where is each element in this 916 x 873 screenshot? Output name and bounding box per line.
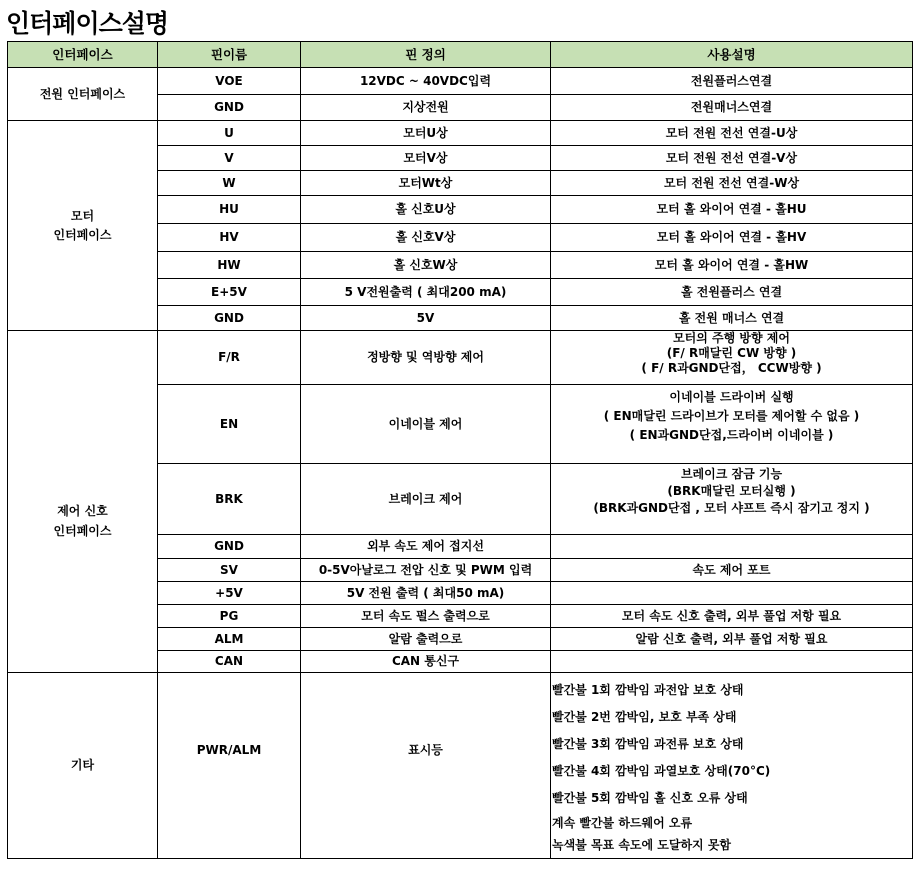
- list-item: 계속 빨간불 하드웨어 오류: [552, 816, 693, 830]
- group-motor-line1: 모터: [70, 208, 95, 223]
- pin-usage: [551, 464, 913, 535]
- pin-definition: 브레이크 제어: [301, 464, 551, 535]
- pin-name: EN: [158, 385, 301, 464]
- group-other: 기타: [8, 673, 158, 859]
- pin-definition: 5 V전원출력 ( 최대200 mA): [301, 279, 551, 306]
- pin-name: W: [158, 171, 301, 196]
- pin-usage: 모터 속도 신호 출력, 외부 풀업 저항 필요: [551, 605, 913, 628]
- table-row: [8, 331, 913, 385]
- list-item: 빨간불 1회 깜박임 과전압 보호 상태: [552, 683, 744, 697]
- pin-definition: 12VDC ~ 40VDC입력: [301, 68, 551, 95]
- pin-name: PWR/ALM: [158, 673, 301, 859]
- pin-usage: 모터 전원 전선 연결-V상: [551, 146, 913, 171]
- pin-usage: [551, 385, 913, 464]
- list-item: 빨간불 2번 깜박임, 보호 부족 상태: [552, 710, 737, 724]
- pin-usage: [551, 331, 913, 385]
- pin-usage: 홀 전원플러스 연결: [551, 279, 913, 306]
- interface-table: [7, 41, 913, 859]
- pin-definition: 0-5V아날로그 전압 신호 및 PWM 입력: [301, 559, 551, 582]
- pin-name: GND: [158, 95, 301, 121]
- group-power: 전원 인터페이스: [8, 68, 158, 121]
- usage-line: ( EN과GND단접,드라이버 이네이블 ): [629, 428, 834, 442]
- pin-usage: 알람 신호 출력, 외부 풀업 저항 필요: [551, 628, 913, 651]
- header-row: [8, 42, 913, 68]
- group-motor: [8, 121, 158, 331]
- pin-name: VOE: [158, 68, 301, 95]
- usage-line: 이네이블 드라이버 실행: [669, 390, 794, 404]
- usage-line: ( EN매달린 드라이브가 모터를 제어할 수 없음 ): [603, 409, 860, 423]
- pin-definition: CAN 통신구: [301, 651, 551, 673]
- usage-line: (F/ R매달린 CW 방향 ): [666, 346, 797, 360]
- pin-definition: 모터Wt상: [301, 171, 551, 196]
- list-item: 빨간불 3회 깜박임 과전류 보호 상태: [552, 737, 744, 751]
- usage-line: (BRK과GND단접 , 모터 샤프트 즉시 잠기고 정지 ): [593, 501, 870, 515]
- table-row: [8, 68, 913, 95]
- pin-usage: 모터 홀 와이어 연결 - 홀HU: [551, 196, 913, 224]
- pin-name: E+5V: [158, 279, 301, 306]
- usage-line: 브레이크 잠금 기능: [680, 467, 783, 481]
- pin-name: F/R: [158, 331, 301, 385]
- pin-usage: 속도 제어 포트: [551, 559, 913, 582]
- pin-name: ALM: [158, 628, 301, 651]
- header-usage: 사용설명: [551, 42, 913, 68]
- pin-name: GND: [158, 306, 301, 331]
- pin-definition: 모터 속도 펄스 출력으로: [301, 605, 551, 628]
- list-item: 빨간불 4회 깜박임 과열보호 상태(70°C): [552, 764, 771, 778]
- pin-name: +5V: [158, 582, 301, 605]
- list-item: 빨간불 5회 깜박임 홀 신호 오류 상태: [552, 791, 748, 805]
- pin-usage: 전원매너스연결: [551, 95, 913, 121]
- pin-name: SV: [158, 559, 301, 582]
- group-control-line1: 제어 신호: [57, 504, 108, 518]
- pin-usage: [551, 651, 913, 673]
- page-title: 인터페이스설명: [6, 9, 169, 38]
- pin-usage: 모터 홀 와이어 연결 - 홀HW: [551, 252, 913, 279]
- indicator-list: [551, 673, 913, 859]
- table-row: [8, 673, 913, 859]
- pin-name: CAN: [158, 651, 301, 673]
- pin-definition: 홀 신호V상: [301, 224, 551, 252]
- pin-usage: 홀 전원 매너스 연결: [551, 306, 913, 331]
- pin-definition: 외부 속도 제어 접지선: [301, 535, 551, 559]
- pin-definition: 모터U상: [301, 121, 551, 146]
- pin-name: GND: [158, 535, 301, 559]
- usage-line: (BRK매달린 모터실행 ): [667, 484, 796, 498]
- pin-name: HV: [158, 224, 301, 252]
- pin-definition: 5V 전원 출력 ( 최대50 mA): [301, 582, 551, 605]
- header-pin-name: 핀이름: [158, 42, 301, 68]
- usage-line: 모터의 주행 방향 제어: [673, 331, 790, 345]
- group-control-line2: 인터페이스: [53, 524, 112, 538]
- pin-name: HW: [158, 252, 301, 279]
- pin-name: U: [158, 121, 301, 146]
- pin-definition: 홀 신호W상: [301, 252, 551, 279]
- pin-usage: 모터 홀 와이어 연결 - 홀HV: [551, 224, 913, 252]
- pin-definition: 이네이블 제어: [301, 385, 551, 464]
- usage-line: ( F/ R과GND단접， CCW방향 ): [641, 361, 822, 375]
- pin-definition: 홀 신호U상: [301, 196, 551, 224]
- group-control: [8, 331, 158, 673]
- pin-name: HU: [158, 196, 301, 224]
- pin-usage: [551, 582, 913, 605]
- table-row: [8, 121, 913, 146]
- pin-usage: [551, 535, 913, 559]
- pin-name: V: [158, 146, 301, 171]
- pin-name: PG: [158, 605, 301, 628]
- pin-definition: 표시등: [301, 673, 551, 859]
- pin-usage: 모터 전원 전선 연결-U상: [551, 121, 913, 146]
- pin-definition: 모터V상: [301, 146, 551, 171]
- list-item: 녹색불 목표 속도에 도달하지 못함: [552, 838, 732, 852]
- pin-definition: 알람 출력으로: [301, 628, 551, 651]
- pin-usage: 모터 전원 전선 연결-W상: [551, 171, 913, 196]
- pin-definition: 5V: [301, 306, 551, 331]
- pin-usage: 전원플러스연결: [551, 68, 913, 95]
- group-motor-line2: 인터페이스: [53, 227, 112, 242]
- pin-definition: 지상전원: [301, 95, 551, 121]
- pin-definition: 정방향 및 역방향 제어: [301, 331, 551, 385]
- header-pin-definition: 핀 정의: [301, 42, 551, 68]
- pin-name: BRK: [158, 464, 301, 535]
- header-interface: 인터페이스: [8, 42, 158, 68]
